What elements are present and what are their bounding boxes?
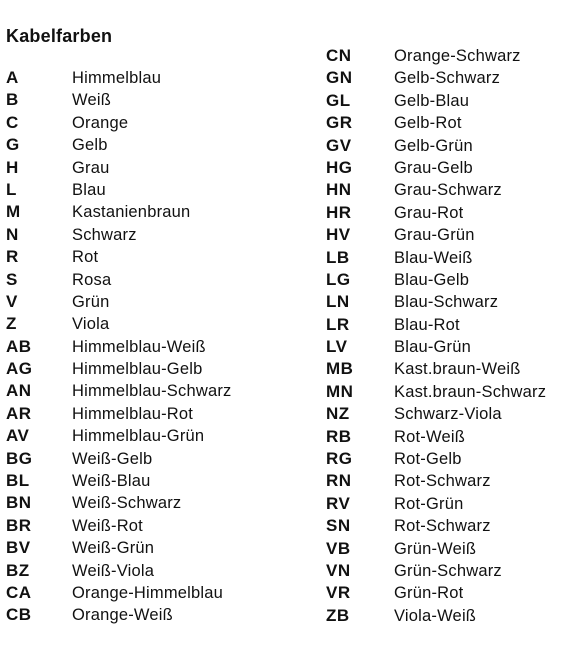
color-name: Grün-Rot [394, 584, 464, 603]
color-code: AR [6, 403, 32, 423]
color-name: Grau-Rot [394, 203, 464, 222]
color-code-row [326, 202, 546, 224]
color-code-row [6, 492, 231, 514]
color-code: S [6, 269, 18, 289]
color-code: BR [6, 515, 32, 535]
color-code: MB [326, 359, 354, 379]
color-name: Weiß [72, 91, 111, 110]
color-code: AN [6, 381, 32, 401]
color-code: VR [326, 583, 351, 603]
color-code: AV [6, 426, 30, 446]
color-code-row [6, 380, 231, 402]
color-code: V [6, 291, 18, 311]
color-code-list-left [6, 67, 231, 627]
color-code: GV [326, 135, 352, 155]
color-name: Kastanienbraun [72, 203, 191, 222]
color-name: Orange [72, 113, 129, 132]
color-name: Grau-Schwarz [394, 181, 502, 200]
color-name: Kast.braun-Schwarz [394, 382, 547, 401]
color-name: Grau-Gelb [394, 158, 473, 177]
color-code-row [326, 67, 546, 89]
color-code-row [6, 448, 231, 470]
color-code: C [6, 112, 19, 132]
color-name: Himmelblau-Gelb [72, 360, 203, 379]
color-name: Grün-Weiß [394, 539, 477, 558]
color-code-row [326, 403, 546, 425]
color-code-row [326, 269, 546, 291]
color-code-row [326, 470, 546, 492]
color-code: VB [326, 538, 351, 558]
color-code-row [326, 358, 546, 380]
color-code-row [326, 582, 546, 604]
color-name: Rot [72, 248, 99, 267]
color-name: Rot-Schwarz [394, 472, 491, 491]
color-code: Z [6, 314, 17, 334]
color-code: CN [326, 46, 352, 65]
color-name: Blau-Schwarz [394, 293, 499, 312]
color-name: Weiß-Rot [72, 516, 143, 535]
color-code-row [326, 336, 546, 358]
color-code-row [6, 224, 231, 246]
color-name: Gelb-Blau [394, 91, 470, 110]
color-code: HG [326, 157, 353, 177]
color-code-row [326, 112, 546, 134]
color-code: HV [326, 225, 351, 245]
color-code-row [6, 246, 231, 268]
color-code-row [6, 425, 231, 447]
color-name: Blau [72, 180, 106, 199]
color-name: Weiß-Viola [72, 561, 155, 580]
color-name: Grau [72, 158, 110, 177]
color-code-row [6, 313, 231, 335]
color-code: M [6, 202, 21, 222]
color-name: Schwarz-Viola [394, 405, 502, 424]
color-name: Gelb-Grün [394, 136, 473, 155]
color-code-row [6, 201, 231, 223]
color-code: BN [6, 493, 32, 513]
color-code: H [6, 157, 19, 177]
color-name: Himmelblau-Weiß [72, 337, 206, 356]
color-code: LG [326, 269, 351, 289]
color-code-list-right [326, 45, 546, 627]
color-code-row [6, 582, 231, 604]
color-code-row [6, 112, 231, 134]
color-code-row [6, 560, 231, 582]
color-code: RN [326, 471, 352, 491]
color-code-row [326, 291, 546, 313]
color-name: Himmelblau-Schwarz [72, 382, 232, 401]
color-code-row [6, 157, 231, 179]
color-code-row [326, 493, 546, 515]
color-code-row [326, 448, 546, 470]
color-code-row [6, 291, 231, 313]
color-code: NZ [326, 404, 350, 424]
color-code-row [326, 179, 546, 201]
color-code: BZ [6, 560, 30, 580]
color-code: RB [326, 426, 352, 446]
color-code: HR [326, 202, 352, 222]
color-code: B [6, 90, 19, 110]
color-code: RV [326, 493, 351, 513]
color-code-row [326, 90, 546, 112]
color-code-row [6, 179, 231, 201]
color-code-row [326, 515, 546, 537]
color-code: LV [326, 337, 348, 357]
color-code: GL [326, 90, 351, 110]
color-name: Blau-Rot [394, 315, 460, 334]
color-code: LB [326, 247, 350, 267]
color-name: Orange-Weiß [72, 606, 173, 625]
color-code: A [6, 68, 19, 87]
color-code: ZB [326, 605, 350, 625]
color-code: G [6, 135, 20, 155]
color-name: Viola-Weiß [394, 606, 477, 625]
color-code-row [326, 560, 546, 582]
color-code: L [6, 179, 17, 199]
color-code: N [6, 224, 19, 244]
color-code-row [326, 381, 546, 403]
page-title: Kabelfarben [6, 26, 113, 46]
color-code-row [326, 314, 546, 336]
color-code-row [6, 269, 231, 291]
color-code: BL [6, 471, 30, 491]
color-name: Orange-Schwarz [394, 47, 521, 65]
color-code-row [6, 470, 231, 492]
color-name: Himmelblau [72, 69, 162, 87]
color-code: AB [6, 336, 32, 356]
color-code-row [326, 135, 546, 157]
color-code-row [326, 247, 546, 269]
color-code-row [6, 604, 231, 626]
color-code-row [326, 538, 546, 560]
color-name: Gelb [72, 136, 108, 155]
color-code: MN [326, 381, 354, 401]
color-name: Gelb-Schwarz [394, 69, 501, 88]
color-name: Schwarz [72, 225, 137, 244]
color-code: SN [326, 516, 351, 536]
color-code: VN [326, 560, 351, 580]
color-name: Weiß-Schwarz [72, 494, 182, 513]
color-name: Rot-Gelb [394, 450, 462, 469]
color-code: R [6, 247, 19, 267]
color-code: CA [6, 582, 32, 602]
color-code: LN [326, 292, 350, 312]
color-name: Grün-Schwarz [394, 561, 502, 580]
color-code-row [6, 67, 231, 89]
color-code-row [6, 134, 231, 156]
color-code: CB [6, 605, 32, 625]
color-code-row [326, 605, 546, 627]
color-name: Grau-Grün [394, 226, 475, 245]
color-code-row [6, 336, 231, 358]
color-name: Rot-Schwarz [394, 517, 491, 536]
color-name: Blau-Weiß [394, 248, 473, 267]
color-code-row [326, 426, 546, 448]
color-name: Viola [72, 315, 110, 334]
color-name: Orange-Himmelblau [72, 583, 224, 602]
color-name: Himmelblau-Grün [72, 427, 205, 446]
color-code-row [6, 515, 231, 537]
color-code-row [6, 89, 231, 111]
color-name: Rot-Grün [394, 494, 464, 513]
color-code: HN [326, 180, 352, 200]
color-code-row [6, 403, 231, 425]
color-name: Grün [72, 292, 110, 311]
color-code: GN [326, 68, 353, 88]
color-name: Kast.braun-Weiß [394, 360, 521, 379]
color-name: Weiß-Blau [72, 472, 151, 491]
color-code: BV [6, 538, 31, 558]
color-code-row [326, 45, 546, 67]
color-code-row [326, 224, 546, 246]
color-code: RG [326, 449, 353, 469]
color-code: GR [326, 113, 353, 133]
color-name: Blau-Grün [394, 338, 472, 357]
color-name: Gelb-Rot [394, 114, 462, 133]
color-code: BG [6, 448, 33, 468]
color-name: Weiß-Gelb [72, 449, 153, 468]
color-code-row [6, 537, 231, 559]
color-name: Blau-Gelb [394, 270, 470, 289]
color-code: AG [6, 359, 33, 379]
color-name: Rosa [72, 270, 112, 289]
color-name: Himmelblau-Rot [72, 404, 194, 423]
color-code-row [6, 358, 231, 380]
color-code: LR [326, 314, 350, 334]
color-code-row [326, 157, 546, 179]
color-name: Rot-Weiß [394, 427, 465, 446]
color-name: Weiß-Grün [72, 539, 155, 558]
